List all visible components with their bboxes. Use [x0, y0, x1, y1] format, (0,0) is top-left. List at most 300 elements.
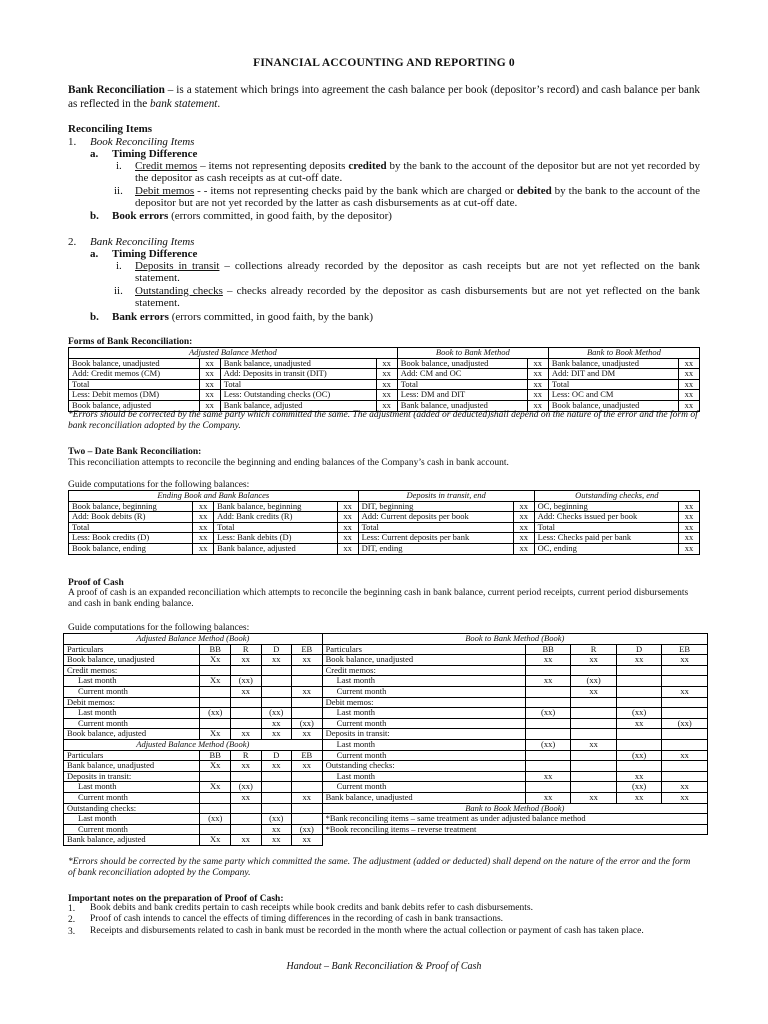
- proof-amount-cell: [571, 718, 616, 729]
- two-date-label-cell: OC, ending: [534, 543, 678, 554]
- proof-amount-cell: xx: [292, 655, 323, 666]
- proof-amount-cell: [261, 686, 292, 697]
- proof-right-note: *Book reconciling items – reverse treatment: [322, 824, 707, 835]
- forms-amount-cell: xx: [376, 379, 397, 390]
- proof-amount-cell: [200, 803, 231, 814]
- proof-amount-cell: [261, 665, 292, 676]
- forms-label-cell: Book balance, adjusted: [69, 400, 200, 411]
- proof-amount-cell: xx: [662, 792, 708, 803]
- proof-row: [64, 824, 708, 835]
- forms-amount-cell: xx: [376, 400, 397, 411]
- proof-amount-cell: xx: [662, 655, 708, 666]
- proof-column-header: BB: [200, 750, 231, 761]
- two-date-amount-cell: xx: [193, 501, 214, 512]
- proof-row: [64, 708, 708, 719]
- proof-amount-cell: [616, 729, 661, 740]
- forms-label-cell: Add: DIT and DM: [548, 369, 678, 380]
- two-date-heading: Two – Date Bank Reconciliation:: [68, 447, 202, 457]
- proof-right-note: *Bank reconciling items – same treatment as under adjusted balance method: [322, 814, 707, 825]
- intro-term: Bank Reconciliation: [68, 84, 165, 96]
- book-errors-letter: b.: [90, 210, 99, 222]
- proof-amount-cell: [571, 665, 616, 676]
- two-date-desc: This reconciliation attempts to reconcile the beginning and ending balances of the Company’s cash in bank account.: [68, 458, 509, 468]
- proof-amount-cell: Xx: [200, 761, 231, 772]
- bank-errors-letter: b.: [90, 311, 99, 323]
- intro-end: .: [217, 97, 221, 110]
- oc-num: ii.: [114, 285, 123, 297]
- proof-amount-cell: xx: [616, 771, 661, 782]
- forms-label-cell: Add: Credit memos (CM): [69, 369, 200, 380]
- proof-amount-cell: (xx): [525, 708, 570, 719]
- proof-amount-cell: [230, 814, 261, 825]
- proof-amount-cell: xx: [261, 718, 292, 729]
- proof-amount-cell: xx: [662, 686, 708, 697]
- two-date-label-cell: DIT, ending: [358, 543, 513, 554]
- proof-label-cell: Outstanding checks:: [322, 761, 525, 772]
- forms-label-cell: Bank balance, adjusted: [220, 400, 376, 411]
- proof-amount-cell: xx: [292, 686, 323, 697]
- reconciling-heading: Reconciling Items: [68, 123, 153, 135]
- proof-heading: Proof of Cash: [68, 578, 124, 588]
- timing-letter-1: a.: [90, 148, 99, 160]
- two-date-amount-cell: xx: [513, 501, 534, 512]
- two-date-amount-cell: xx: [513, 522, 534, 533]
- proof-label-cell: Current month: [64, 824, 200, 835]
- forms-label-cell: Less: Outstanding checks (OC): [220, 390, 376, 401]
- proof-amount-cell: xx: [230, 686, 261, 697]
- proof-amount-cell: [525, 729, 570, 740]
- proof-column-header: D: [616, 644, 661, 655]
- proof-column-header: R: [571, 644, 616, 655]
- proof-amount-cell: xx: [616, 792, 661, 803]
- important-item-number: 2.: [68, 915, 76, 925]
- proof-amount-cell: [525, 686, 570, 697]
- proof-amount-cell: xx: [292, 761, 323, 772]
- proof-amount-cell: [230, 708, 261, 719]
- proof-row: [64, 729, 708, 740]
- proof-amount-cell: [292, 771, 323, 782]
- proof-amount-cell: xx: [230, 729, 261, 740]
- proof-amount-cell: [571, 729, 616, 740]
- forms-amount-cell: xx: [376, 358, 397, 369]
- proof-amount-cell: [261, 771, 292, 782]
- proof-amount-cell: [616, 697, 661, 708]
- proof-row: [64, 750, 708, 761]
- forms-amount-cell: xx: [199, 369, 220, 380]
- proof-row: [64, 686, 708, 697]
- proof-amount-cell: [230, 803, 261, 814]
- bank-items-num: 2.: [68, 236, 77, 248]
- proof-amount-cell: [525, 750, 570, 761]
- two-date-amount-cell: xx: [513, 543, 534, 554]
- proof-amount-cell: xx: [292, 792, 323, 803]
- proof-label-cell: Credit memos:: [64, 665, 200, 676]
- two-date-label-cell: DIT, beginning: [358, 501, 513, 512]
- proof-amount-cell: [292, 814, 323, 825]
- proof-label-cell: Last month: [64, 814, 200, 825]
- proof-amount-cell: [292, 697, 323, 708]
- proof-label-cell: Book balance, unadjusted: [322, 655, 525, 666]
- bank-errors-line: [112, 311, 373, 324]
- debit-memo-desc-a: - - items not representing checks paid by the bank which are charged or: [194, 185, 517, 197]
- forms-label-cell: Bank balance, unadjusted: [548, 358, 678, 369]
- two-date-label-cell: Bank balance, adjusted: [214, 543, 337, 554]
- book-errors-line: [112, 210, 392, 223]
- proof-amount-cell: [571, 782, 616, 793]
- proof-amount-cell: [230, 718, 261, 729]
- proof-amount-cell: Xx: [200, 655, 231, 666]
- proof-column-header: R: [230, 750, 261, 761]
- proof-amount-cell: [571, 697, 616, 708]
- intro-italic: bank statement: [150, 97, 218, 110]
- proof-amount-cell: (xx): [292, 824, 323, 835]
- debit-memo-term: Debit memos: [135, 185, 195, 197]
- forms-label-cell: Less: DM and DIT: [397, 390, 527, 401]
- forms-label-cell: Total: [548, 379, 678, 390]
- proof-amount-cell: [571, 750, 616, 761]
- two-date-label-cell: Less: Bank debits (D): [214, 533, 337, 544]
- proof-row: [64, 771, 708, 782]
- debit-memo-bold: debited: [516, 185, 552, 197]
- intro-definition: – is a statement which brings into agreement the cash balance per book (depositor’s record) and cash balance per bank as reflected in the: [68, 84, 701, 110]
- forms-amount-cell: xx: [199, 400, 220, 411]
- book-errors-term: Book errors: [112, 210, 169, 222]
- forms-label-cell: Total: [220, 379, 376, 390]
- two-date-label-cell: Less: Book credits (D): [69, 533, 193, 544]
- forms-header-adjusted: Adjusted Balance Method: [69, 348, 398, 359]
- forms-header-bank-to-book: Bank to Book Method: [548, 348, 699, 359]
- proof-label-cell: Current month: [64, 686, 200, 697]
- important-item-text: Book debits and bank credits pertain to cash receipts while book credits and bank debits refer to cash disbursements.: [90, 903, 533, 913]
- two-date-header-dit: Deposits in transit, end: [358, 491, 534, 502]
- forms-label-cell: Add: Deposits in transit (DIT): [220, 369, 376, 380]
- proof-amount-cell: [292, 665, 323, 676]
- two-date-amount-cell: xx: [678, 501, 699, 512]
- timing-label-1: Timing Difference: [112, 148, 198, 160]
- proof-amount-cell: [230, 771, 261, 782]
- proof-amount-cell: [662, 729, 708, 740]
- proof-amount-cell: [662, 761, 708, 772]
- proof-amount-cell: (xx): [616, 750, 661, 761]
- two-date-amount-cell: xx: [193, 533, 214, 544]
- two-date-label-cell: Add: Checks issued per book: [534, 512, 678, 523]
- two-date-amount-cell: xx: [513, 533, 534, 544]
- two-date-label-cell: Total: [214, 522, 337, 533]
- proof-header-row: [64, 634, 708, 645]
- proof-amount-cell: [261, 803, 292, 814]
- proof-amount-cell: [662, 708, 708, 719]
- proof-amount-cell: [230, 824, 261, 835]
- two-date-amount-cell: xx: [678, 533, 699, 544]
- proof-amount-cell: (xx): [571, 676, 616, 687]
- proof-label-cell: Debit memos:: [322, 697, 525, 708]
- two-date-label-cell: Total: [534, 522, 678, 533]
- proof-amount-cell: [616, 665, 661, 676]
- proof-amount-cell: xx: [230, 655, 261, 666]
- proof-amount-cell: [200, 771, 231, 782]
- important-item-text: Receipts and disbursements related to cash in bank must be recorded in the month where the actual collection or payment of cash has taken place.: [90, 926, 644, 936]
- proof-label-cell: Last month: [322, 739, 525, 750]
- proof-amount-cell: [525, 782, 570, 793]
- proof-amount-cell: [662, 676, 708, 687]
- two-date-header-oc: Outstanding checks, end: [534, 491, 699, 502]
- proof-label-cell: Last month: [322, 708, 525, 719]
- proof-amount-cell: xx: [525, 676, 570, 687]
- proof-column-header: Particulars: [64, 750, 200, 761]
- dit-term: Deposits in transit: [135, 260, 220, 272]
- credit-memo-desc-a: – items not representing deposits: [197, 160, 349, 172]
- two-date-label-cell: Less: Checks paid per bank: [534, 533, 678, 544]
- two-date-amount-cell: xx: [337, 522, 358, 533]
- two-date-amount-cell: xx: [678, 512, 699, 523]
- oc-term: Outstanding checks: [135, 285, 223, 297]
- proof-amount-cell: [200, 665, 231, 676]
- proof-empty-cell: [322, 835, 707, 846]
- proof-amount-cell: [616, 739, 661, 750]
- proof-column-header: EB: [292, 644, 323, 655]
- proof-amount-cell: [616, 686, 661, 697]
- proof-column-header: BB: [200, 644, 231, 655]
- two-date-label-cell: Total: [69, 522, 193, 533]
- dit-text: [135, 260, 700, 285]
- proof-column-header: D: [261, 750, 292, 761]
- forms-label-cell: Add: CM and OC: [397, 369, 527, 380]
- two-date-amount-cell: xx: [193, 522, 214, 533]
- proof-amount-cell: [292, 676, 323, 687]
- proof-amount-cell: [525, 697, 570, 708]
- two-date-row: [69, 522, 700, 533]
- proof-columns-row: [64, 644, 708, 655]
- forms-amount-cell: xx: [527, 400, 548, 411]
- two-date-amount-cell: xx: [678, 543, 699, 554]
- credit-memo-text: [135, 160, 700, 185]
- two-date-amount-cell: xx: [513, 512, 534, 523]
- forms-amount-cell: xx: [678, 379, 699, 390]
- forms-label-cell: Less: OC and CM: [548, 390, 678, 401]
- proof-amount-cell: xx: [230, 792, 261, 803]
- two-date-label-cell: Book balance, beginning: [69, 501, 193, 512]
- proof-amount-cell: xx: [525, 792, 570, 803]
- proof-amount-cell: [571, 771, 616, 782]
- proof-amount-cell: (xx): [200, 814, 231, 825]
- proof-amount-cell: (xx): [230, 676, 261, 687]
- proof-amount-cell: xx: [261, 835, 292, 846]
- proof-column-header: BB: [525, 644, 570, 655]
- proof-amount-cell: [200, 824, 231, 835]
- proof-row: [64, 697, 708, 708]
- forms-amount-cell: xx: [678, 400, 699, 411]
- proof-row: [64, 814, 708, 825]
- proof-amount-cell: [616, 676, 661, 687]
- debit-memo-desc-b: by the bank to the account of the depositor but are not yet recorded by the latter as cash disbursements as at cut-off date.: [135, 185, 700, 210]
- proof-amount-cell: Xx: [200, 729, 231, 740]
- proof-amount-cell: (xx): [292, 718, 323, 729]
- proof-row: [64, 655, 708, 666]
- proof-amount-cell: (xx): [230, 782, 261, 793]
- proof-amount-cell: xx: [571, 739, 616, 750]
- forms-amount-cell: xx: [527, 390, 548, 401]
- proof-label-cell: Current month: [64, 718, 200, 729]
- proof-amount-cell: [200, 792, 231, 803]
- proof-label-cell: Current month: [322, 782, 525, 793]
- dit-num: i.: [116, 260, 122, 272]
- proof-label-cell: Bank balance, adjusted: [64, 835, 200, 846]
- debit-memo-text: [135, 185, 700, 210]
- proof-amount-cell: xx: [261, 655, 292, 666]
- proof-left-method-header-2: Adjusted Balance Method (Book): [64, 739, 323, 750]
- proof-amount-cell: xx: [571, 792, 616, 803]
- forms-amount-cell: xx: [678, 358, 699, 369]
- proof-label-cell: Current month: [322, 718, 525, 729]
- proof-row: [64, 792, 708, 803]
- forms-label-cell: Bank balance, unadjusted: [220, 358, 376, 369]
- bank-errors-desc: (errors committed, in good faith, by the bank): [168, 311, 373, 323]
- proof-amount-cell: [571, 708, 616, 719]
- two-date-amount-cell: xx: [337, 533, 358, 544]
- proof-amount-cell: [662, 697, 708, 708]
- two-date-amount-cell: xx: [193, 543, 214, 554]
- forms-note: *Errors should be corrected by the same party which committed the same. The adjustment (added or deducted)shall depend on the nature of the error and the form of bank reconciliation adopted by the Company.: [68, 410, 698, 431]
- proof-amount-cell: Xx: [200, 835, 231, 846]
- proof-amount-cell: xx: [230, 761, 261, 772]
- proof-amount-cell: [292, 782, 323, 793]
- proof-label-cell: Book balance, unadjusted: [64, 655, 200, 666]
- proof-label-cell: Last month: [64, 676, 200, 687]
- debit-memo-num: ii.: [114, 185, 123, 197]
- proof-amount-cell: (xx): [261, 814, 292, 825]
- two-date-label-cell: Add: Book debits (R): [69, 512, 193, 523]
- forms-heading: Forms of Bank Reconciliation:: [68, 337, 193, 347]
- proof-amount-cell: [200, 697, 231, 708]
- proof-column-header: Particulars: [322, 644, 525, 655]
- forms-label-cell: Total: [69, 379, 200, 390]
- proof-row: [64, 676, 708, 687]
- two-date-label-cell: Bank balance, beginning: [214, 501, 337, 512]
- proof-amount-cell: (xx): [662, 718, 708, 729]
- page-title: FINANCIAL ACCOUNTING AND REPORTING 0: [253, 57, 515, 69]
- proof-label-cell: Book balance, adjusted: [64, 729, 200, 740]
- forms-amount-cell: xx: [678, 369, 699, 380]
- proof-amount-cell: Xx: [200, 782, 231, 793]
- two-date-row: [69, 501, 700, 512]
- book-items-label: Book Reconciling Items: [90, 136, 195, 148]
- proof-row: [64, 718, 708, 729]
- proof-amount-cell: Xx: [200, 676, 231, 687]
- proof-amount-cell: [200, 718, 231, 729]
- dit-desc: – collections already recorded by the depositor as cash receipts but are not yet reflected on the bank statement.: [135, 260, 700, 285]
- timing-label-2: Timing Difference: [112, 248, 198, 260]
- proof-table: [63, 633, 708, 846]
- forms-amount-cell: xx: [199, 358, 220, 369]
- timing-letter-2: a.: [90, 248, 99, 260]
- important-item-text: Proof of cash intends to cancel the effects of timing differences in the recording of cash in bank transactions.: [90, 914, 504, 924]
- forms-amount-cell: xx: [376, 369, 397, 380]
- proof-amount-cell: [230, 697, 261, 708]
- proof-amount-cell: (xx): [616, 708, 661, 719]
- forms-label-cell: Book balance, unadjusted: [397, 358, 527, 369]
- forms-label-cell: Total: [397, 379, 527, 390]
- proof-note: *Errors should be corrected by the same party which committed the same. The adjustment (added or deducted) shall depend on the nature of the error and the form of bank reconciliation adopted by the Company.: [68, 857, 691, 878]
- proof-amount-cell: [525, 665, 570, 676]
- proof-amount-cell: xx: [261, 761, 292, 772]
- proof-amount-cell: xx: [261, 729, 292, 740]
- proof-amount-cell: xx: [571, 655, 616, 666]
- two-date-guide: Guide computations for the following balances:: [68, 480, 250, 490]
- proof-amount-cell: [292, 708, 323, 719]
- two-date-row: [69, 512, 700, 523]
- oc-text: [135, 285, 700, 310]
- proof-label-cell: Debit memos:: [64, 697, 200, 708]
- proof-label-cell: Deposits in transit:: [64, 771, 200, 782]
- proof-label-cell: Last month: [64, 708, 200, 719]
- forms-row: [69, 369, 700, 380]
- forms-label-cell: Book balance, unadjusted: [548, 400, 678, 411]
- proof-row: [64, 782, 708, 793]
- important-item-number: 1.: [68, 904, 76, 914]
- book-items-num: 1.: [68, 136, 77, 148]
- important-heading: Important notes on the preparation of Proof of Cash:: [68, 894, 284, 904]
- proof-row: [64, 665, 708, 676]
- two-date-label-cell: OC, beginning: [534, 501, 678, 512]
- proof-amount-cell: xx: [662, 782, 708, 793]
- proof-column-header: D: [261, 644, 292, 655]
- proof-label-cell: Outstanding checks:: [64, 803, 200, 814]
- proof-column-header: EB: [292, 750, 323, 761]
- proof-row: [64, 739, 708, 750]
- proof-amount-cell: xx: [616, 718, 661, 729]
- proof-row: [64, 835, 708, 846]
- proof-amount-cell: [200, 686, 231, 697]
- two-date-amount-cell: xx: [193, 512, 214, 523]
- two-date-row: [69, 543, 700, 554]
- two-date-row: [69, 533, 700, 544]
- proof-amount-cell: xx: [571, 686, 616, 697]
- proof-amount-cell: xx: [292, 835, 323, 846]
- forms-amount-cell: xx: [199, 379, 220, 390]
- two-date-amount-cell: xx: [337, 543, 358, 554]
- proof-amount-cell: xx: [230, 835, 261, 846]
- forms-header-book-to-bank: Book to Bank Method: [397, 348, 548, 359]
- credit-memo-bold: credited: [348, 160, 387, 172]
- proof-column-header: Particulars: [64, 644, 200, 655]
- book-errors-desc: (errors committed, in good faith, by the depositor): [168, 210, 392, 222]
- proof-amount-cell: [662, 739, 708, 750]
- proof-amount-cell: (xx): [261, 708, 292, 719]
- forms-row: [69, 379, 700, 390]
- forms-amount-cell: xx: [376, 390, 397, 401]
- proof-guide: Guide computations for the following balances:: [68, 623, 250, 633]
- two-date-table: [68, 490, 700, 555]
- two-date-label-cell: Add: Current deposits per book: [358, 512, 513, 523]
- proof-amount-cell: [261, 792, 292, 803]
- credit-memo-term: Credit memos: [135, 160, 198, 172]
- proof-desc: A proof of cash is an expanded reconciliation which attempts to reconcile the beginning cash in bank balance, current period receipts, current period disbursements and cash in bank ending balance.: [68, 588, 689, 609]
- forms-amount-cell: xx: [678, 390, 699, 401]
- proof-amount-cell: xx: [261, 824, 292, 835]
- two-date-amount-cell: xx: [678, 522, 699, 533]
- proof-amount-cell: xx: [662, 750, 708, 761]
- proof-amount-cell: [662, 665, 708, 676]
- proof-column-header: EB: [662, 644, 708, 655]
- two-date-label-cell: Less: Current deposits per bank: [358, 533, 513, 544]
- two-date-label-cell: Book balance, ending: [69, 543, 193, 554]
- two-date-amount-cell: xx: [337, 512, 358, 523]
- proof-amount-cell: [261, 782, 292, 793]
- important-item-number: 3.: [68, 927, 76, 937]
- forms-label-cell: Less: Debit memos (DM): [69, 390, 200, 401]
- proof-amount-cell: (xx): [200, 708, 231, 719]
- proof-right-method-header: Book to Bank Method (Book): [322, 634, 707, 645]
